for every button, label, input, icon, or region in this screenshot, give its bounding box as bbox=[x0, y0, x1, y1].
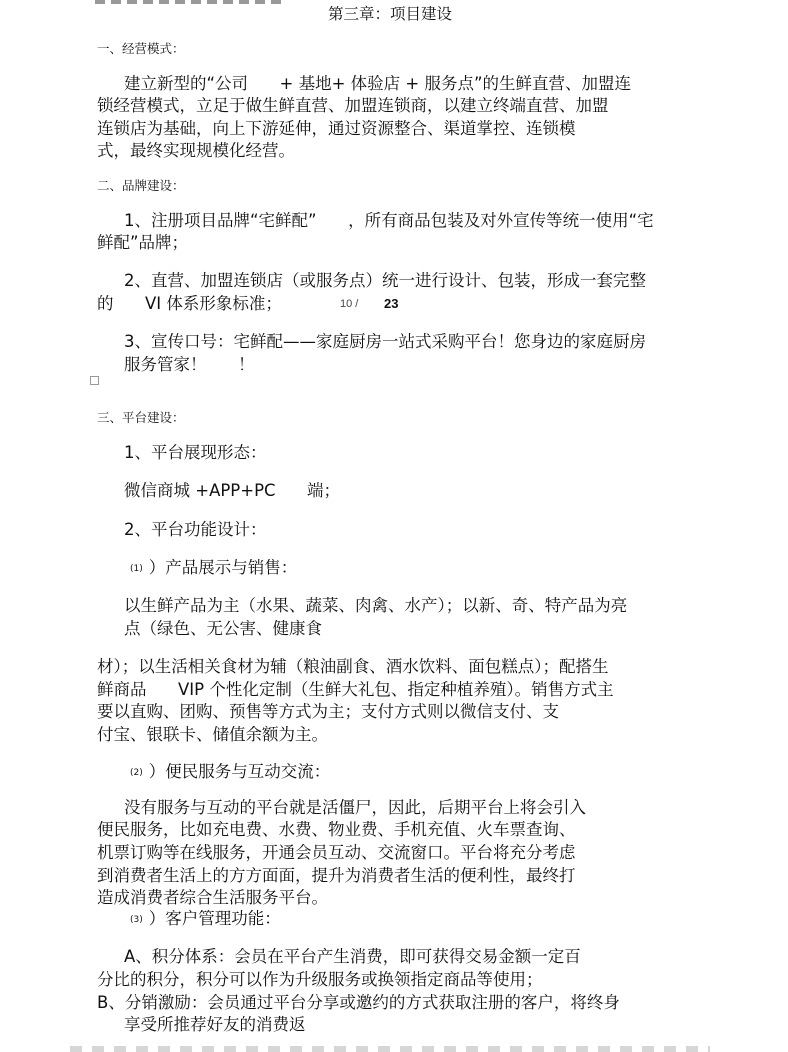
text-line: 1、注册项目品牌“宅鲜配” ，所有商品包装及对外宣传等统一使用“宅 bbox=[124, 211, 654, 230]
text-line: B、分销激励：会员通过平台分享或邀约的方式获取注册的客户，将终身 bbox=[97, 993, 620, 1012]
text-line: 分比的积分，积分可以作为升级服务或换领指定商品等使用； bbox=[97, 970, 543, 989]
page-number-total: 23 bbox=[384, 296, 399, 311]
text-line: 服务管家！ ！ bbox=[124, 355, 255, 374]
text-line: 建立新型的“公司 + 基地+ 体验店 + 服务点”的生鲜直营、加盟连 bbox=[124, 74, 632, 93]
subheading bbox=[130, 762, 330, 783]
page-title: 第三章：项目建设 bbox=[328, 5, 453, 23]
text-line: 便民服务，比如充电费、水费、物业费、手机充值、火车票查询、 bbox=[97, 820, 576, 839]
list-marker: (3) bbox=[130, 915, 143, 925]
text-line: 连锁店为基础，向上下游延伸，通过资源整合、渠道掌控、连锁模 bbox=[97, 119, 576, 138]
text-line: 造成消费者综合生活服务平台。 bbox=[97, 888, 328, 907]
subheading bbox=[130, 558, 297, 579]
text-line: 享受所推荐好友的消费返 bbox=[124, 1015, 306, 1034]
text-line: 鲜商品 VIP 个性化定制（生鲜大礼包、指定种植养殖）。销售方式主 bbox=[97, 680, 614, 699]
text-line: 的 VI 体系形象标准； bbox=[97, 294, 282, 313]
cut-off-text bbox=[95, 0, 285, 4]
checkbox-icon bbox=[90, 376, 99, 385]
text-line: 2、平台功能设计： bbox=[124, 520, 267, 539]
section-heading: 一、经营模式： bbox=[97, 41, 185, 56]
text-line: 鲜配”品牌； bbox=[97, 233, 189, 252]
text-line: 3、宣传口号：宅鲜配——家庭厨房一站式采购平台！您身边的家庭厨房 bbox=[124, 332, 646, 351]
list-marker: (2) bbox=[130, 768, 143, 778]
subheading-text: ）便民服务与互动交流： bbox=[148, 762, 331, 781]
section-heading: 三、平台建设： bbox=[97, 410, 185, 425]
text-line: 到消费者生活上的方方面面，提升为消费者生活的便利性，最终打 bbox=[97, 866, 576, 885]
text-line: A、积分体系：会员在平台产生消费，即可获得交易金额一定百 bbox=[124, 947, 581, 966]
text-line: 以生鲜产品为主（水果、蔬菜、肉禽、水产）；以新、奇、特产品为亮 bbox=[124, 596, 628, 615]
text-line: 付宝、银联卡、储值余额为主。 bbox=[97, 725, 328, 744]
text-line: 机票订购等在线服务，开通会员互动、交流窗口。平台将充分考虑 bbox=[97, 843, 576, 862]
page-number-current: 10 / bbox=[340, 296, 358, 312]
text-line: 锁经营模式，立足于做生鲜直营、加盟连锁商，以建立终端直营、加盟 bbox=[97, 96, 609, 115]
subheading-text: ）产品展示与销售： bbox=[148, 558, 298, 577]
text-line: 式，最终实现规模化经营。 bbox=[97, 141, 295, 160]
text-line: 微信商城 +APP+PC 端； bbox=[124, 481, 341, 500]
subheading bbox=[130, 909, 281, 930]
text-line: 点（绿色、无公害、健康食 bbox=[124, 619, 322, 638]
text-line: 材）；以生活相关食材为辅（粮油副食、酒水饮料、面包糕点）；配搭生 bbox=[97, 657, 609, 676]
text-line: 要以直购、团购、预售等方式为主；支付方式则以微信支付、支 bbox=[97, 702, 559, 721]
section-heading: 二、品牌建设： bbox=[97, 178, 185, 193]
cut-off-text bbox=[70, 1046, 710, 1052]
list-marker: (1) bbox=[130, 564, 143, 574]
subheading-text: ）客户管理功能： bbox=[148, 909, 281, 928]
text-line: 1、平台展现形态： bbox=[124, 443, 267, 462]
text-line: 2、直营、加盟连锁店（或服务点）统一进行设计、包装，形成一套完整 bbox=[124, 271, 646, 290]
text-line: 没有服务与互动的平台就是活僵尸，因此，后期平台上将会引入 bbox=[124, 798, 586, 817]
